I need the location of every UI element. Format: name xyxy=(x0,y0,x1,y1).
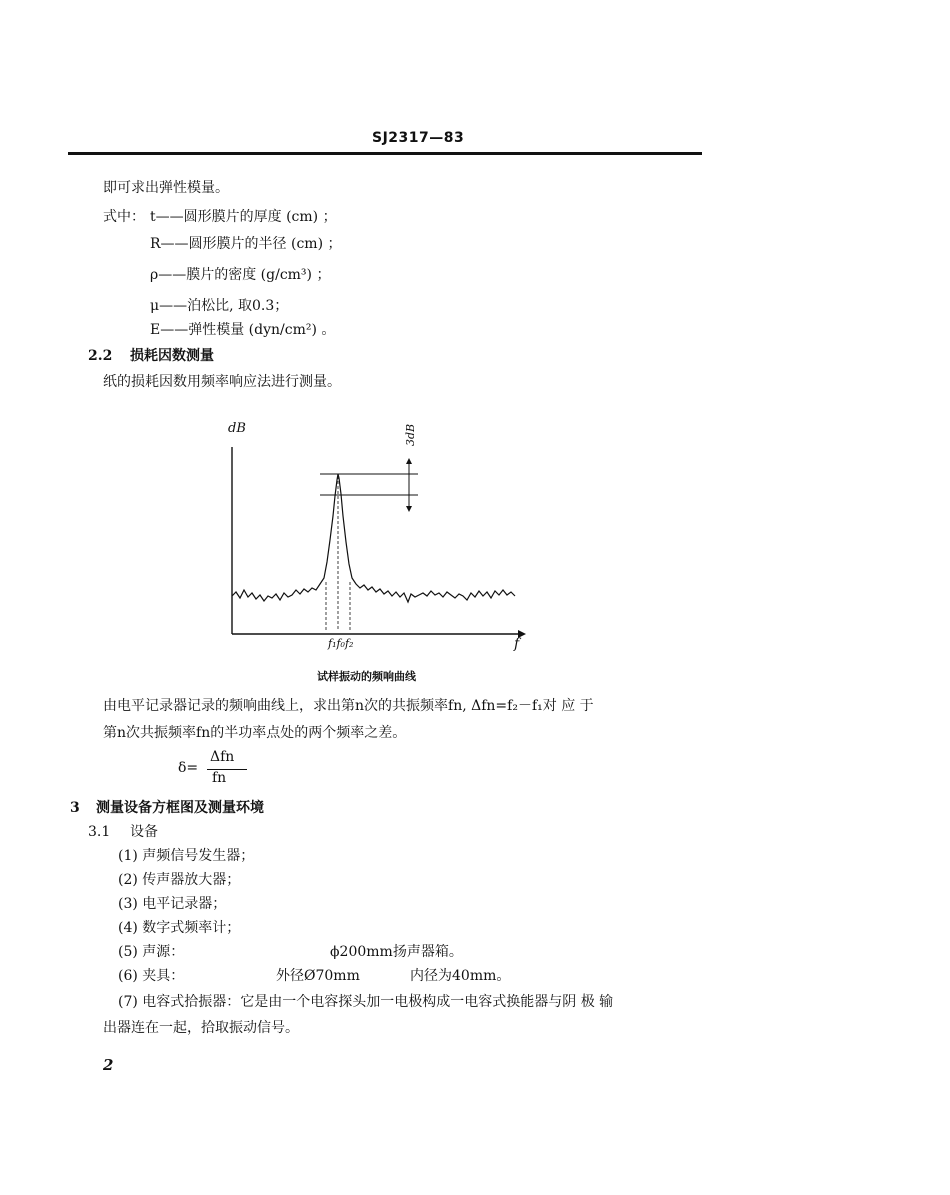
frequency-response-chart xyxy=(222,412,532,657)
definitions-prefix: 式中： xyxy=(103,209,145,225)
response-curve xyxy=(232,474,515,602)
definition-e: E——弹性模量 (dyn/cm²) 。 xyxy=(150,322,336,338)
equipment-item-2: (2) 传声器放大器； xyxy=(118,872,241,888)
definition-mu: μ——泊松比, 取0.3； xyxy=(150,298,289,314)
y-axis-label: dB xyxy=(228,421,246,436)
3db-annotation: 3dB xyxy=(404,423,417,446)
section-3-1-title: 设备 xyxy=(130,824,158,840)
header-rule xyxy=(68,152,702,155)
formula-numerator: Δfn xyxy=(210,749,235,765)
standard-code: SJ2317—83 xyxy=(372,130,465,146)
section-3-number: 3 xyxy=(70,800,80,816)
equipment-item-6-inner: 内径为40mm。 xyxy=(410,968,511,984)
equipment-item-4: (4) 数字式频率计； xyxy=(118,920,241,936)
paragraph-line-2: 第n次共振频率fn的半功率点处的两个频率之差。 xyxy=(103,725,407,741)
section-2-2-body: 纸的损耗因数用频率响应法进行测量。 xyxy=(103,374,341,390)
equipment-item-1: (1) 声频信号发生器； xyxy=(118,848,255,864)
equipment-item-6-label: (6) 夹具： xyxy=(118,968,185,984)
db-bracket-bottom-arrow xyxy=(406,506,412,512)
formula-denominator: fn xyxy=(212,770,227,786)
definition-r: R——圆形膜片的半径 (cm) ； xyxy=(150,236,342,252)
x-axis-label: f xyxy=(514,636,520,652)
definition-rho: ρ——膜片的密度 (g/cm³) ； xyxy=(150,267,331,283)
db-bracket-top-arrow xyxy=(406,458,412,464)
section-3-title: 测量设备方框图及测量环境 xyxy=(96,800,264,816)
section-2-2-title: 损耗因数测量 xyxy=(130,348,214,364)
equipment-item-3: (3) 电平记录器； xyxy=(118,896,227,912)
equipment-item-5-value: ϕ200mm扬声器箱。 xyxy=(330,944,463,960)
figure-caption: 试样振动的频响曲线 xyxy=(317,670,416,683)
formula-lhs: δ= xyxy=(178,760,199,776)
definition-t: t——圆形膜片的厚度 (cm) ； xyxy=(150,209,337,225)
paragraph-line-1: 由电平记录器记录的频响曲线上，求出第n次的共振频率fn, Δfn=f₂－f₁对 应 于 xyxy=(103,698,594,714)
section-2-2-number: 2.2 xyxy=(88,348,113,364)
page-number: 2 xyxy=(103,1056,114,1074)
equipment-item-6-outer: 外径Ø70mm xyxy=(276,968,360,984)
equipment-item-7-continued: 出器连在一起，拾取振动信号。 xyxy=(103,1020,299,1036)
equipment-item-5-label: (5) 声源： xyxy=(118,944,185,960)
intro-line: 即可求出弹性模量。 xyxy=(103,180,229,196)
x-axis-arrow xyxy=(518,630,526,638)
equipment-item-7: (7) 电容式拾振器：它是由一个电容探头加一电极构成一电容式换能器与阴 极 输 xyxy=(118,994,614,1010)
frequency-tick-labels: f₁f₀f₂ xyxy=(328,637,354,650)
section-3-1-number: 3.1 xyxy=(88,824,111,840)
